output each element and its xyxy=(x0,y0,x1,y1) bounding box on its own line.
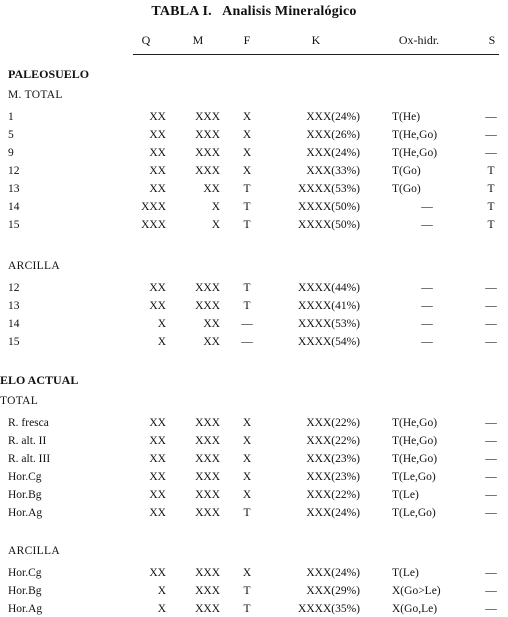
group-label-row xyxy=(0,543,508,559)
cell-k: XXXX(54%) xyxy=(298,336,360,348)
row-label: 14 xyxy=(8,201,20,213)
cell-k: XXXX(35%) xyxy=(298,603,360,615)
table-row xyxy=(0,415,508,431)
cell-f: — xyxy=(241,336,253,348)
cell-f: X xyxy=(242,147,252,159)
table-row xyxy=(0,583,508,599)
table-row xyxy=(0,163,508,179)
cell-ox-hidr: — xyxy=(421,336,433,348)
table-row xyxy=(0,334,508,350)
cell-k: XXXX(53%) xyxy=(298,183,360,195)
cell-k: XXX(24%) xyxy=(306,567,360,579)
cell-q: XX xyxy=(149,567,166,579)
cell-k: XXXX(53%) xyxy=(298,318,360,330)
table-row xyxy=(0,199,508,215)
cell-q: X xyxy=(157,585,166,597)
cell-m: XX xyxy=(203,183,220,195)
cell-f: T xyxy=(243,219,251,231)
cell-ox-hidr: T(Go) xyxy=(392,165,421,177)
cell-q: X xyxy=(157,336,166,348)
cell-k: XXXX(50%) xyxy=(298,219,360,231)
row-label: R. alt. II xyxy=(8,435,47,447)
cell-f: X xyxy=(242,489,252,501)
cell-q: XX xyxy=(149,129,166,141)
cell-s: — xyxy=(485,603,497,615)
cell-ox-hidr: X(Go,Le) xyxy=(392,603,438,615)
cell-f: X xyxy=(242,165,252,177)
table-row xyxy=(0,127,508,143)
cell-m: XXX xyxy=(195,111,220,123)
cell-q: XX xyxy=(149,507,166,519)
cell-s: — xyxy=(485,435,497,447)
cell-m: XXX xyxy=(195,453,220,465)
row-label: 15 xyxy=(8,336,20,348)
cell-m: XXX xyxy=(195,489,220,501)
cell-k: XXXX(41%) xyxy=(298,300,360,312)
cell-f: X xyxy=(242,129,252,141)
cell-m: XXX xyxy=(195,300,220,312)
table-row xyxy=(0,565,508,581)
column-header-f: F xyxy=(243,33,251,47)
cell-m: XXX xyxy=(195,147,220,159)
cell-k: XXX(26%) xyxy=(306,129,360,141)
cell-k: XXX(33%) xyxy=(306,165,360,177)
cell-m: XXX xyxy=(195,282,220,294)
table-row xyxy=(0,469,508,485)
cell-q: XX xyxy=(149,300,166,312)
table-row xyxy=(0,109,508,125)
cell-m: XXX xyxy=(195,507,220,519)
cell-s: — xyxy=(485,282,497,294)
cell-ox-hidr: — xyxy=(421,300,433,312)
cell-m: XXX xyxy=(195,435,220,447)
cell-m: XXX xyxy=(195,129,220,141)
row-label: 13 xyxy=(8,183,20,195)
cell-q: XX xyxy=(149,417,166,429)
row-label: R. fresca xyxy=(8,417,49,429)
cell-k: XXX(24%) xyxy=(306,147,360,159)
cell-q: XXX xyxy=(141,219,166,231)
row-label: R. alt. III xyxy=(8,453,51,465)
cell-q: X xyxy=(157,603,166,615)
cell-ox-hidr: T(Go) xyxy=(392,183,421,195)
table-row xyxy=(0,217,508,233)
section-heading-row xyxy=(0,66,508,82)
group-label-row xyxy=(0,87,508,103)
cell-q: XX xyxy=(149,471,166,483)
cell-f: T xyxy=(243,201,251,213)
cell-ox-hidr: — xyxy=(421,201,433,213)
cell-s: T xyxy=(487,165,495,177)
column-header-ox-hidr: Ox-hidr. xyxy=(398,33,440,47)
cell-m: XXX xyxy=(195,585,220,597)
cell-m: XXX xyxy=(195,471,220,483)
cell-q: X xyxy=(157,318,166,330)
cell-s: T xyxy=(487,219,495,231)
row-label: Hor.Ag xyxy=(8,507,43,519)
cell-s: — xyxy=(485,507,497,519)
cell-k: XXX(22%) xyxy=(306,489,360,501)
group-label-row xyxy=(0,258,508,274)
row-label: 9 xyxy=(8,147,14,159)
column-header-k: K xyxy=(311,33,321,47)
column-header-q: Q xyxy=(141,33,151,47)
cell-f: X xyxy=(242,435,252,447)
cell-f: X xyxy=(242,453,252,465)
table-row xyxy=(0,298,508,314)
cell-s: T xyxy=(487,183,495,195)
cell-ox-hidr: T(He,Go) xyxy=(392,417,438,429)
row-label: 12 xyxy=(8,165,20,177)
cell-ox-hidr: T(Le) xyxy=(392,489,419,501)
cell-ox-hidr: — xyxy=(421,318,433,330)
cell-ox-hidr: T(Le,Go) xyxy=(392,471,436,483)
cell-k: XXXX(50%) xyxy=(298,201,360,213)
cell-q: XX xyxy=(149,111,166,123)
header-rule xyxy=(133,54,499,55)
cell-f: X xyxy=(242,111,252,123)
cell-ox-hidr: T(He) xyxy=(392,111,421,123)
table-row xyxy=(0,451,508,467)
cell-m: XX xyxy=(203,318,220,330)
cell-ox-hidr: T(He,Go) xyxy=(392,435,438,447)
cell-k: XXX(22%) xyxy=(306,417,360,429)
cell-m: XXX xyxy=(195,417,220,429)
table-row xyxy=(0,316,508,332)
cell-s: — xyxy=(485,567,497,579)
group-label: M. TOTAL xyxy=(8,89,63,101)
cell-f: X xyxy=(242,567,252,579)
cell-s: — xyxy=(485,471,497,483)
cell-f: T xyxy=(243,585,251,597)
cell-ox-hidr: X(Go>Le) xyxy=(392,585,441,597)
cell-s: — xyxy=(485,489,497,501)
cell-q: XX xyxy=(149,435,166,447)
table-title: TABLA I. Analisis Mineralógico xyxy=(151,4,357,19)
cell-ox-hidr: — xyxy=(421,219,433,231)
cell-s: — xyxy=(485,111,497,123)
cell-f: — xyxy=(241,318,253,330)
cell-m: XX xyxy=(203,336,220,348)
row-label: Hor.Cg xyxy=(8,567,42,579)
group-label-row xyxy=(0,393,508,409)
row-label: Hor.Cg xyxy=(8,471,42,483)
cell-ox-hidr: — xyxy=(421,282,433,294)
row-label: 12 xyxy=(8,282,20,294)
group-label: ARCILLA xyxy=(8,545,60,557)
cell-s: — xyxy=(485,300,497,312)
table-row xyxy=(0,487,508,503)
cell-s: — xyxy=(485,147,497,159)
row-label: 5 xyxy=(8,129,14,141)
cell-ox-hidr: T(He,Go) xyxy=(392,453,438,465)
column-header-s: S xyxy=(488,33,496,47)
cell-k: XXX(23%) xyxy=(306,471,360,483)
table-row xyxy=(0,601,508,617)
cell-m: X xyxy=(211,201,220,213)
row-label: Hor.Ag xyxy=(8,603,43,615)
cell-q: XX xyxy=(149,147,166,159)
cell-s: T xyxy=(487,201,495,213)
cell-m: XXX xyxy=(195,567,220,579)
cell-k: XXX(29%) xyxy=(306,585,360,597)
cell-q: XX xyxy=(149,183,166,195)
table-row xyxy=(0,181,508,197)
cell-k: XXXX(44%) xyxy=(298,282,360,294)
cell-ox-hidr: T(He,Go) xyxy=(392,147,438,159)
row-label: 1 xyxy=(8,111,14,123)
cell-k: XXX(24%) xyxy=(306,111,360,123)
cell-m: X xyxy=(211,219,220,231)
cell-s: — xyxy=(485,417,497,429)
cell-m: XXX xyxy=(195,165,220,177)
section-heading: PALEOSUELO xyxy=(8,67,90,81)
cell-ox-hidr: T(Le,Go) xyxy=(392,507,436,519)
section-heading: ELO ACTUAL xyxy=(0,373,79,387)
cell-ox-hidr: T(He,Go) xyxy=(392,129,438,141)
cell-q: XX xyxy=(149,453,166,465)
cell-f: T xyxy=(243,603,251,615)
group-label: TOTAL xyxy=(0,395,39,407)
row-label: Hor.Bg xyxy=(8,489,42,501)
column-header-m: M xyxy=(192,33,204,47)
cell-q: XXX xyxy=(141,201,166,213)
cell-q: XX xyxy=(149,282,166,294)
cell-k: XXX(24%) xyxy=(306,507,360,519)
cell-q: XX xyxy=(149,489,166,501)
cell-f: T xyxy=(243,507,251,519)
row-label: 14 xyxy=(8,318,20,330)
cell-s: — xyxy=(485,318,497,330)
cell-f: T xyxy=(243,282,251,294)
cell-f: T xyxy=(243,183,251,195)
row-label: Hor.Bg xyxy=(8,585,42,597)
table-row xyxy=(0,280,508,296)
row-label: 13 xyxy=(8,300,20,312)
table-row xyxy=(0,433,508,449)
group-label: ARCILLA xyxy=(8,260,60,272)
cell-ox-hidr: T(Le) xyxy=(392,567,419,579)
section-heading-row xyxy=(0,372,508,388)
cell-f: X xyxy=(242,471,252,483)
cell-m: XXX xyxy=(195,603,220,615)
cell-q: XX xyxy=(149,165,166,177)
cell-s: — xyxy=(485,585,497,597)
row-label: 15 xyxy=(8,219,20,231)
table-row xyxy=(0,505,508,521)
cell-s: — xyxy=(485,453,497,465)
cell-f: X xyxy=(242,417,252,429)
table-row xyxy=(0,145,508,161)
cell-f: T xyxy=(243,300,251,312)
cell-k: XXX(23%) xyxy=(306,453,360,465)
cell-s: — xyxy=(485,129,497,141)
cell-s: — xyxy=(485,336,497,348)
cell-k: XXX(22%) xyxy=(306,435,360,447)
